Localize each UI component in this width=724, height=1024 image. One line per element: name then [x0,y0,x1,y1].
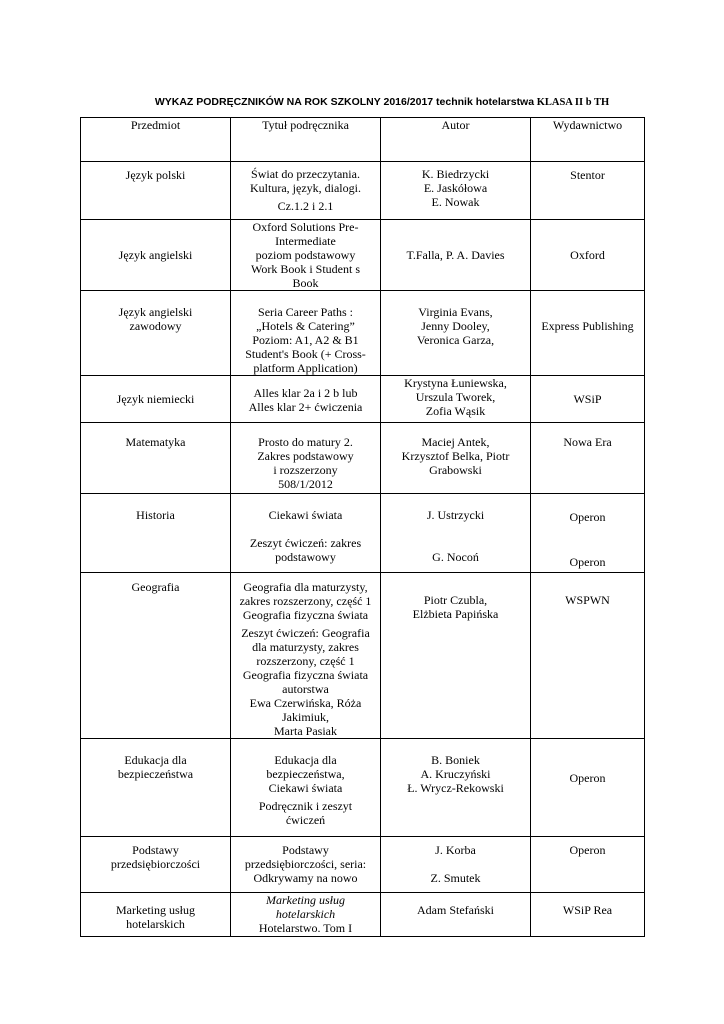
subject-cell: Język angielski zawodowy [81,291,231,376]
title-cell: Oxford Solutions Pre- Intermediate poziom podstawowy Work Book i Student s Book [231,220,381,291]
document-title [80,96,684,108]
header-publisher: Wydawnictwo [531,118,645,162]
title-cell: Seria Career Paths : „Hotels & Catering” Poziom: A1, A2 & B1 Student's Book (+ Cross- platform Application) [231,291,381,376]
table-row [81,573,645,739]
title-main: WYKAZ PODRĘCZNIKÓW NA ROK SZKOLNY 2016/2017 technik hotelarstwa [154,96,535,108]
publisher-cell: Operon Operon [531,494,645,573]
table-row [81,423,645,494]
header-author: Autor [381,118,531,162]
subject-cell: Język angielski [81,220,231,291]
table-row [81,220,645,291]
author-cell: J. Korba Z. Smutek [381,837,531,893]
title-cell: Marketing usług hotelarskich Hotelarstwo. Tom I [231,893,381,937]
publisher-cell: Stentor [531,162,645,220]
author-cell: Maciej Antek, Krzysztof Belka, Piotr Grabowski [381,423,531,494]
subject-cell: Matematyka [81,423,231,494]
title-cell: Edukacja dla bezpieczeństwa, Ciekawi świata Podręcznik i zeszyt ćwiczeń [231,739,381,837]
publisher-cell: Express Publishing [531,291,645,376]
title-cell: Świat do przeczytania. Kultura, język, dialogi. Cz.1.2 i 2.1 [231,162,381,220]
table-row [81,291,645,376]
title-cell: Ciekawi świata Zeszyt ćwiczeń: zakres podstawowy [231,494,381,573]
publisher-cell: WSPWN [531,573,645,739]
author-cell: K. Biedrzycki E. Jaskółowa E. Nowak [381,162,531,220]
table-row [81,162,645,220]
author-cell: Adam Stefański [381,893,531,937]
author-cell: J. Ustrzycki G. Nocoń [381,494,531,573]
subject-cell: Język polski [81,162,231,220]
header-title: Tytuł podręcznika [231,118,381,162]
author-cell: Virginia Evans, Jenny Dooley, Veronica Garza, [381,291,531,376]
subject-cell: Edukacja dla bezpieczeństwa [81,739,231,837]
author-cell: Piotr Czubla, Elżbieta Papińska [381,573,531,739]
subject-cell: Geografia [81,573,231,739]
author-cell: B. Boniek A. Kruczyński Ł. Wrycz-Rekowski [381,739,531,837]
header-row [81,118,645,162]
textbook-table [80,117,645,937]
publisher-cell: Operon [531,837,645,893]
subject-cell: Język niemiecki [81,376,231,423]
title-cell: Alles klar 2a i 2 b lub Alles klar 2+ ćwiczenia [231,376,381,423]
table-row [81,893,645,937]
publisher-cell: WSiP Rea [531,893,645,937]
table-row [81,739,645,837]
author-cell: T.Falla, P. A. Davies [381,220,531,291]
title-cell: Podstawy przedsiębiorczości, seria: Odkrywamy na nowo [231,837,381,893]
table-row [81,494,645,573]
title-klasa: KLASA II b TH [536,97,610,108]
table-row [81,837,645,893]
publisher-cell: Operon [531,739,645,837]
subject-cell: Marketing usług hotelarskich [81,893,231,937]
publisher-cell: Nowa Era [531,423,645,494]
publisher-cell: Oxford [531,220,645,291]
table-row [81,376,645,423]
publisher-cell: WSiP [531,376,645,423]
header-subject: Przedmiot [81,118,231,162]
subject-cell: Podstawy przedsiębiorczości [81,837,231,893]
title-cell: Prosto do matury 2. Zakres podstawowy i rozszerzony 508/1/2012 [231,423,381,494]
author-cell: Krystyna Łuniewska, Urszula Tworek, Zofia Wąsik [381,376,531,423]
title-cell: Geografia dla maturzysty, zakres rozszerzony, część 1 Geografia fizyczna świata Zeszyt ćwiczeń: Geografia dla maturzysty, zakres rozszerzony, część 1 Geografia fizyczna świata autorstwa Ewa Czerwińska, Róża Jakimiuk, Marta Pasiak [231,573,381,739]
subject-cell: Historia [81,494,231,573]
